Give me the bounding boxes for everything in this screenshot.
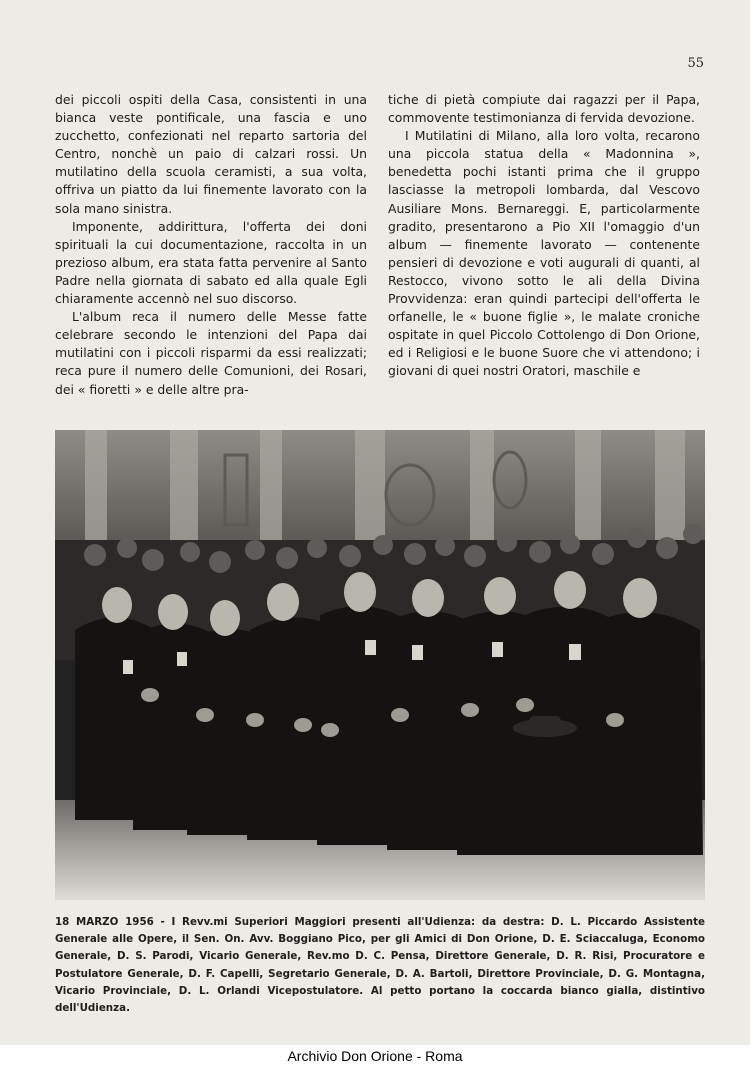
left-text-column (55, 91, 367, 399)
page-number: 55 (687, 56, 704, 71)
audience-photo-illustration (55, 430, 705, 900)
right-text-column (388, 91, 700, 381)
right-paragraph-2: I Mutilatini di Milano, alla loro volta, recarono una piccola statua della « Madonnina », benedetta pochi istanti prima che il gruppo lasciasse la metropoli lombarda, dal Vescovo Ausiliare Mons. Bernareggi. E, particolarmente gradito, presentarono a Pio XII l'omaggio d'un album — finemente lavorato — contenente pensieri di devozione e voti augurali di quanti, al Restocco, vivono sotto le ali della Divina Provvidenza: eran quindi partecipi dell'offerta le orfanelle, le « buone figlie », le malate croniche ospitate in quel Piccolo Cottolengo di Don Orione, ed i Religiosi e le buone Suore che vi attendono; i giovani di quei nostri Oratori, maschile e (388, 128, 700, 379)
audience-photo (55, 430, 705, 900)
archive-footer: Archivio Don Orione - Roma (0, 1045, 750, 1068)
left-paragraph-2: Imponente, addirittura, l'offerta dei doni spirituali la cui documentazione, raccolta in un prezioso album, era stata fatta pervenire al Santo Padre nella giornata di sabato ed alla quale Egli chiaramente accennò nel suo discorso. (55, 218, 367, 307)
left-paragraph-1: dei piccoli ospiti della Casa, consistenti in una bianca veste pontificale, una fascia e uno zucchetto, confezionati nel reparto sartoria del Centro, nonchè un paio di calzari rossi. Un mutilatino della scuola ceramisti, a sua volta, offriva un piatto da lui finemente lavorato con la sola mano sinistra. (55, 92, 367, 216)
photo-caption (55, 914, 705, 1017)
left-paragraph-3: L'album reca il numero delle Messe fatte celebrare secondo le intenzioni del Papa dai mutilatini con i piccoli risparmi da essi realizzati; reca pure il numero delle Comunioni, dei Rosari, dei « fioretti » e delle altre pra- (55, 309, 367, 397)
caption-text: - I Revv.mi Superiori Maggiori presenti all'Udienza: da destra: D. L. Piccardo Assistente Generale alle Opere, il Sen. On. Avv. Boggiano Pico, per gli Amici di Don Orione, D. E. Sciaccaluga, Economo Generale, D. S. Parodi, Vicario Generale, Rev.mo D. C. Pensa, Direttore Generale, D. R. Risi, Procuratore e Postulatore Generale, D. F. Capelli, Segretario Generale, D. A. Bartoli, Direttore Provinciale, D. G. Montagna, Vicario Provinciale, D. L. Orlandi Vicepostulatore. Al petto portano la coccarda bianco gialla, distintivo dell'Udienza. (55, 916, 705, 1015)
right-paragraph-1: tiche di pietà compiute dai ragazzi per il Papa, commovente testimonianza di fervida devozione. (388, 92, 700, 126)
caption-date: 18 MARZO 1956 (55, 916, 154, 928)
